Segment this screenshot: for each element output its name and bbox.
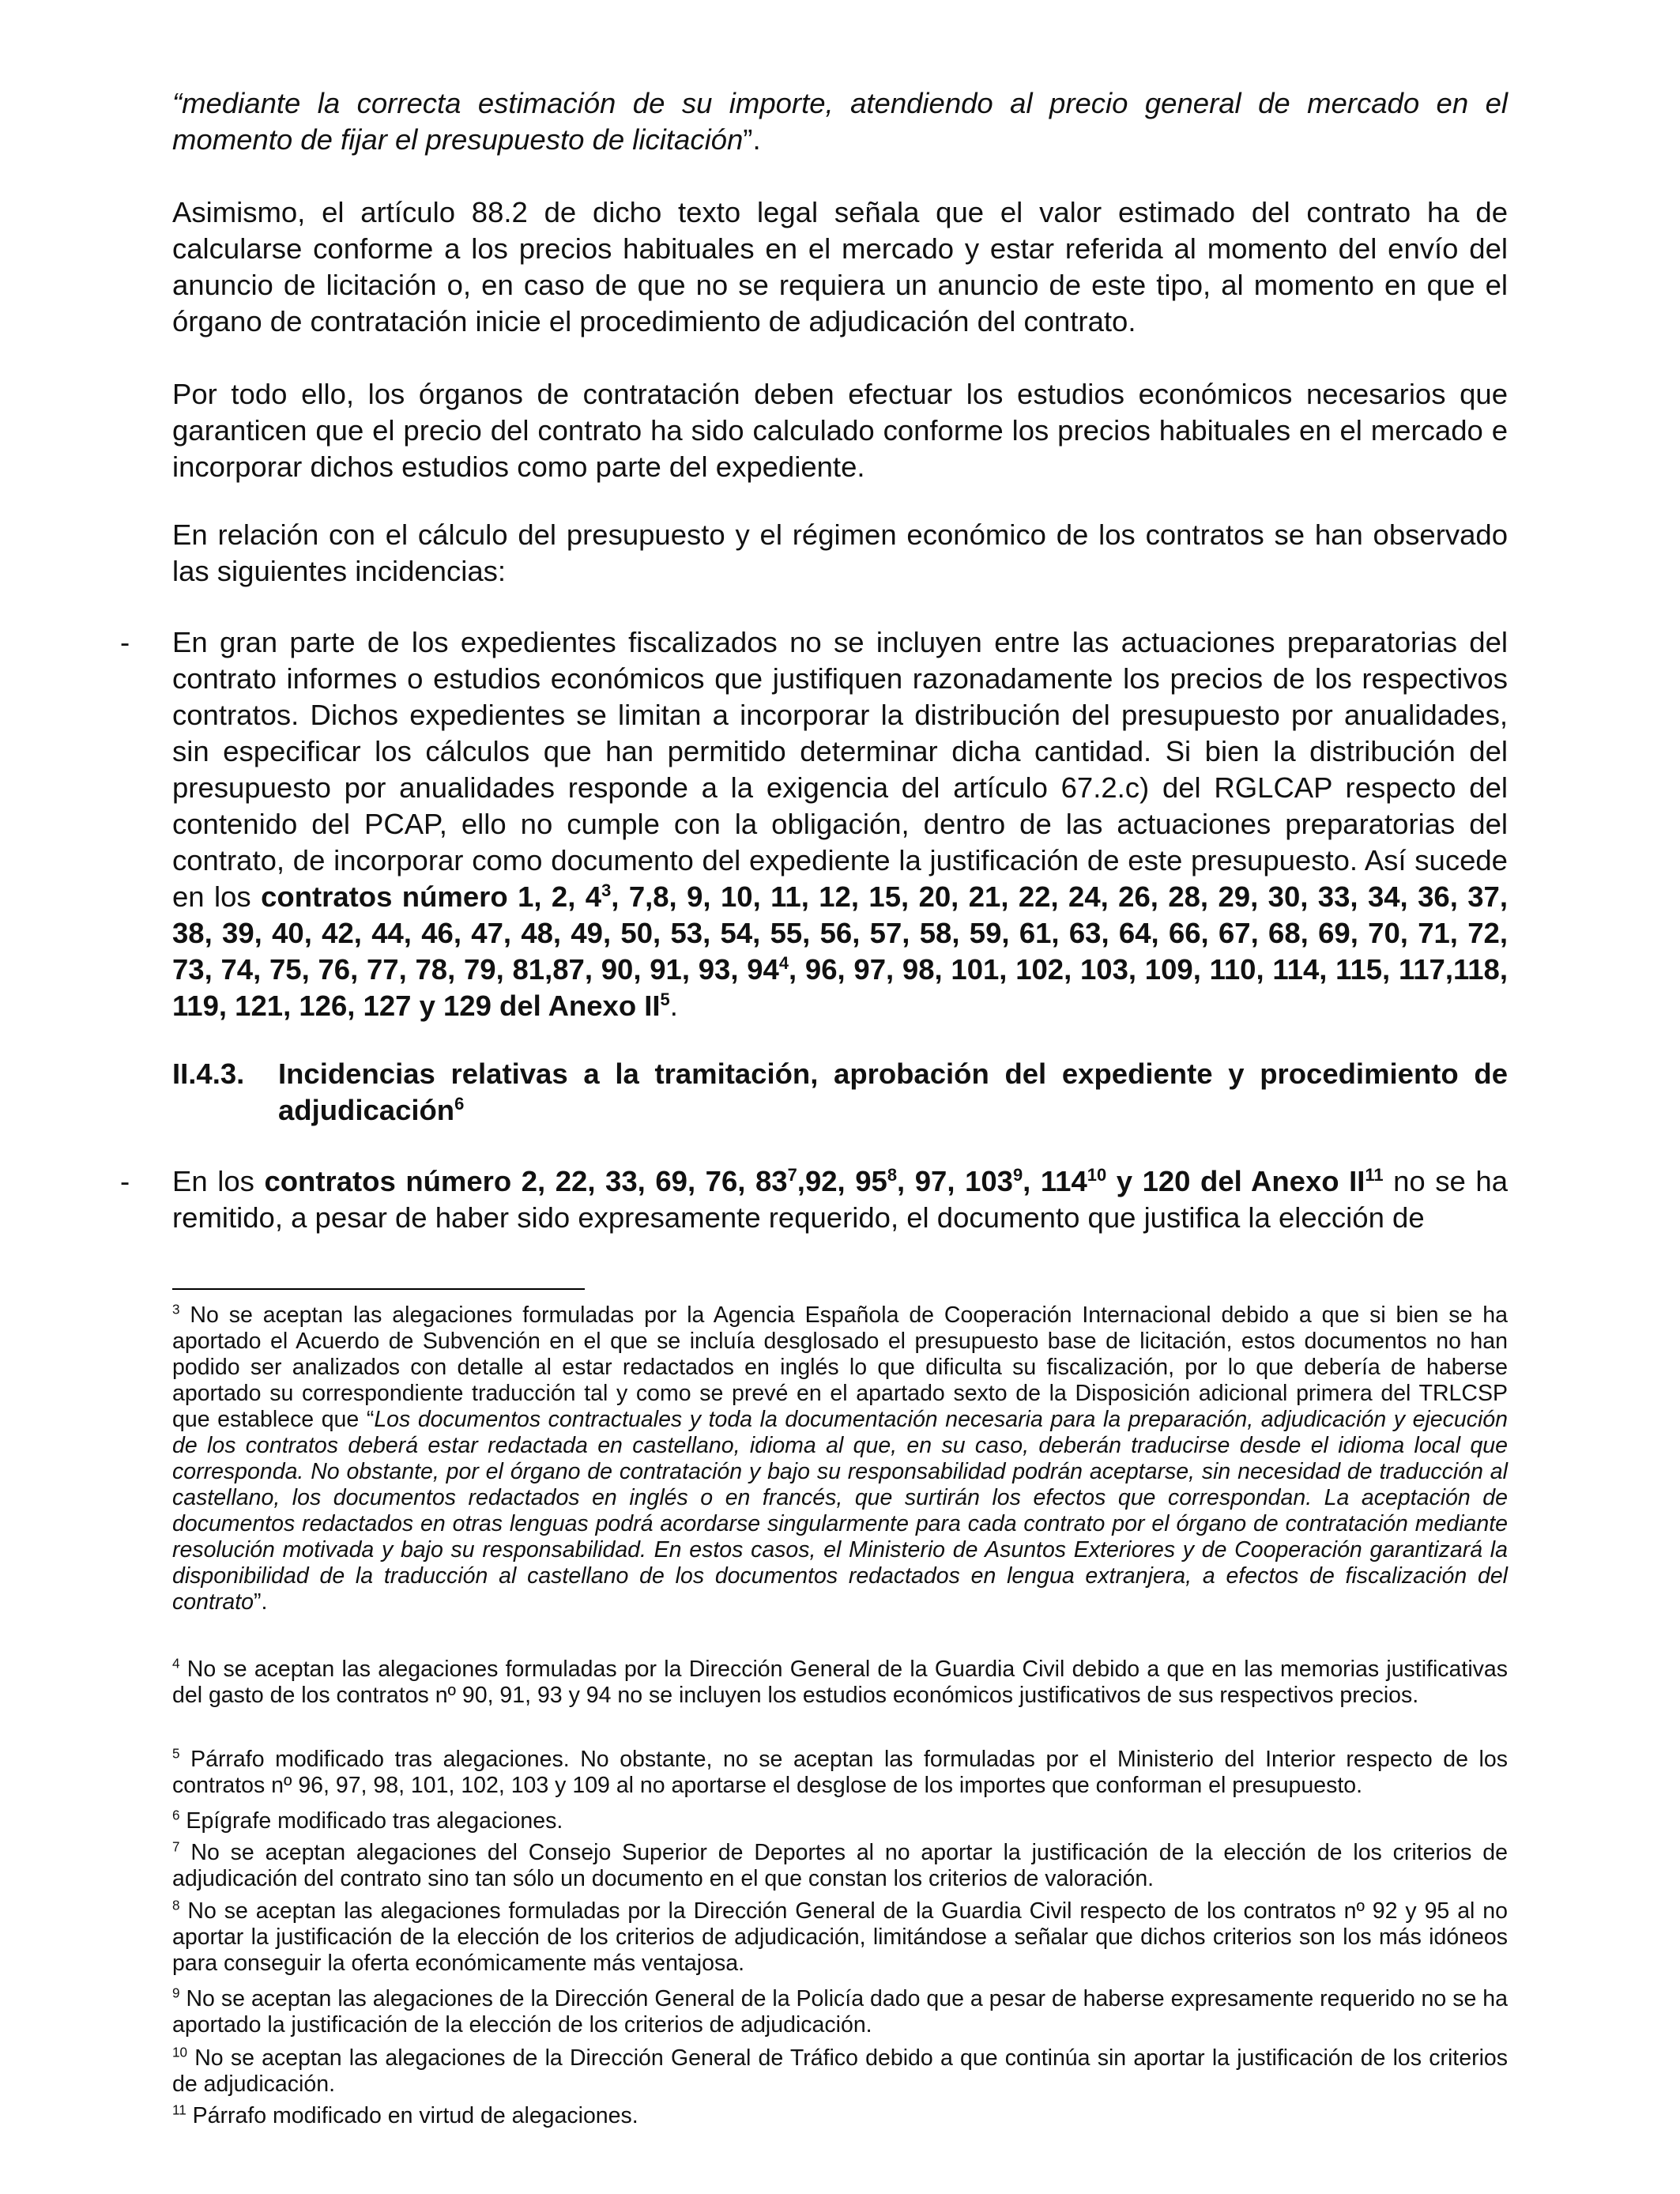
section-number: II.4.3. (172, 1057, 245, 1090)
paragraph-incidencias-intro: En relación con el cálculo del presupuesto y el régimen económico de los contratos se han observado las siguientes incidencias: (172, 518, 1508, 587)
footnote-ref: 6 (454, 1093, 465, 1114)
footnote-11: $^{11}$ Párrafo modificado en virtud de alegaciones. (172, 2102, 638, 2128)
footnote-ref: 3 (601, 880, 612, 900)
footnote-9: $^9$ No se aceptan las alegaciones de la Dirección General de la Policía dado que a pesar de haberse expresamente requerido no se ha aportado la justificación de la elección de los criterios de adjudicación. (172, 1985, 1508, 2038)
footnote-ref: 4 (778, 952, 789, 973)
footnote-4: $^4$ No se aceptan las alegaciones formuladas por la Dirección General de la Guardia Civil debido a que en las memorias justificativas del gasto de los contratos nº 90, 91, 93 y 94 no se incluyen los estudios económicos justificativos de sus respectivos precios. (172, 1656, 1508, 1708)
bullet-text: En los contratos número 2, 22, 33, 69, 76, $83^7,92$, $95^8$, 97, $103^9$, $114^{10}$ y 120 del Anexo II$^{11}$ no se ha remitido, a pesar de haber sido expresamente requerido, el documento que justifica la elección de (172, 1164, 1509, 1234)
footnote-3: $^3$ No se aceptan las alegaciones formuladas por la Agencia Española de Cooperación Internacional debido a que si bien se ha aportado el Acuerdo de Subvención en el que se incluía desglosado el presupuesto base de licitación, estos documentos no han podido ser analizados con detalle al estar redactados en inglés lo que dificulta su fiscalización, por lo que debería de haberse aportado su correspondiente traducción tal y como se prevé en el apartado sexto de la Disposición adicional primera del TRLCSP que establece que “Los documentos contractuales y toda la documentación necesaria para la preparación, adjudicación y ejecución de los contratos deberá estar redactada en castellano, idioma al que, en su caso, deberán traducirse desde el idioma local que corresponda. No obstante, por el órgano de contratación y bajo su responsabilidad podrán aceptarse, sin necesidad de traducción al castellano, los documentos redactados en inglés o en francés, que surtirán los efectos que correspondan. La aceptación de documentos redactados en otras lenguas podrá acordarse singularmente para cada contrato por el órgano de contratación mediante resolución motivada y bajo su responsabilidad. En estos casos, el Ministerio de Asuntos Exteriores y de Cooperación garantizará la disponibilidad de la traducción al castellano de los documentos redactados en lengua extranjera, a efectos de fiscalización del contrato”. (172, 1302, 1508, 1615)
quote-paragraph: “mediante la correcta estimación de su importe, atendiendo al precio general de mercado en el momento de fijar el presupuesto de licitación”. (172, 87, 1508, 156)
paragraph-por-todo-ello: Por todo ello, los órganos de contratación deben efectuar los estudios económicos necesarios que garanticen que el precio del contrato ha sido calculado conforme los precios habituales en el mercado e incorporar dichos estudios como parte del expediente. (172, 378, 1508, 483)
bullet-text: En gran parte de los expedientes fiscalizados no se incluyen entre las actuaciones preparatorias del contrato informes o estudios económicos que justifiquen razonadamente los precios de los respectivos contratos. Dichos expedientes se limitan a incorporar la distribución del presupuesto por anualidades, sin especificar los cálculos que han permitido determinar dicha cantidad. Si bien la distribución del presupuesto por anualidades responde a la exigencia del artículo 67.2.c) del RGLCAP respecto del contenido del PCAP, ello no cumple con la obligación, dentro de las actuaciones preparatorias del contrato, de incorporar como documento del expediente la justificación de este presupuesto. Así sucede en los contratos número 1, 2, $4^3$, 7,8, 9, 10, 11, 12, 15, 20, 21, 22, 24, 26, 28, 29, 30, 33, 34, 36, 37, 38, 39, 40, 42, 44, 46, 47, 48, 49, 50, 53, 54, 55, 56, 57, 58, 59, 61, 63, 64, 66, 67, 68, 69, 70, 71, 72, 73, 74, 75, 76, 77, 78, 79, 81,87, 90, 91, 93, $94^4$, 96, 97, 98, 101, 102, 103, 109, 110, 114, 115, 117,118, 119, 121, 126, 127 y 129 del Anexo $II^5$. (172, 626, 1509, 1022)
footnote-10: $^{10}$ No se aceptan las alegaciones de la Dirección General de Tráfico debido a que continúa sin aportar la justificación de los criterios de adjudicación. (172, 2045, 1508, 2097)
footnote-7: $^7$ No se aceptan alegaciones del Consejo Superior de Deportes al no aportar la justificación de la elección de los criterios de adjudicación del contrato sino tan sólo un documento en el que constan los criterios de valoración. (172, 1839, 1508, 1891)
footnote-8: $^8$ No se aceptan las alegaciones formuladas por la Dirección General de la Guardia Civil respecto de los contratos nº 92 y 95 al no aportar la justificación de la elección de los criterios de adjudicación, limitándose a señalar que dichos criterios son los más idóneos para conseguir la oferta económicamente más ventajosa. (172, 1898, 1508, 1976)
footnote-6: $^6$ Epígrafe modificado tras alegaciones. (172, 1808, 563, 1834)
footnote-5: $^5$ Párrafo modificado tras alegaciones. No obstante, no se aceptan las formuladas por el Ministerio del Interior respecto de los contratos nº 96, 97, 98, 101, 102, 103 y 109 al no aportarse el desglose de los importes que conforman el presupuesto. (172, 1746, 1508, 1798)
footnote-ref: 5 (660, 989, 670, 1009)
quote-text: “mediante la correcta estimación de su importe, atendiendo al precio general de mercado en el momento de fijar el presupuesto de licitación (172, 87, 1508, 156)
footnote-separator (172, 1288, 585, 1290)
section-title: Incidencias relativas a la tramitación, aprobación del expediente y procedimiento de adjudicación$^6$ (278, 1057, 1508, 1126)
bullet-dash: - (120, 1165, 130, 1197)
bullet-dash: - (120, 626, 130, 658)
paragraph-article-88: Asimismo, el artículo 88.2 de dicho texto legal señala que el valor estimado del contrato ha de calcularse conforme a los precios habituales en el mercado y estar referida al momento del envío del anuncio de licitación o, en caso de que no se requiera un anuncio de este tipo, al momento en que el órgano de contratación inicie el procedimiento de adjudicación del contrato. (172, 196, 1508, 337)
